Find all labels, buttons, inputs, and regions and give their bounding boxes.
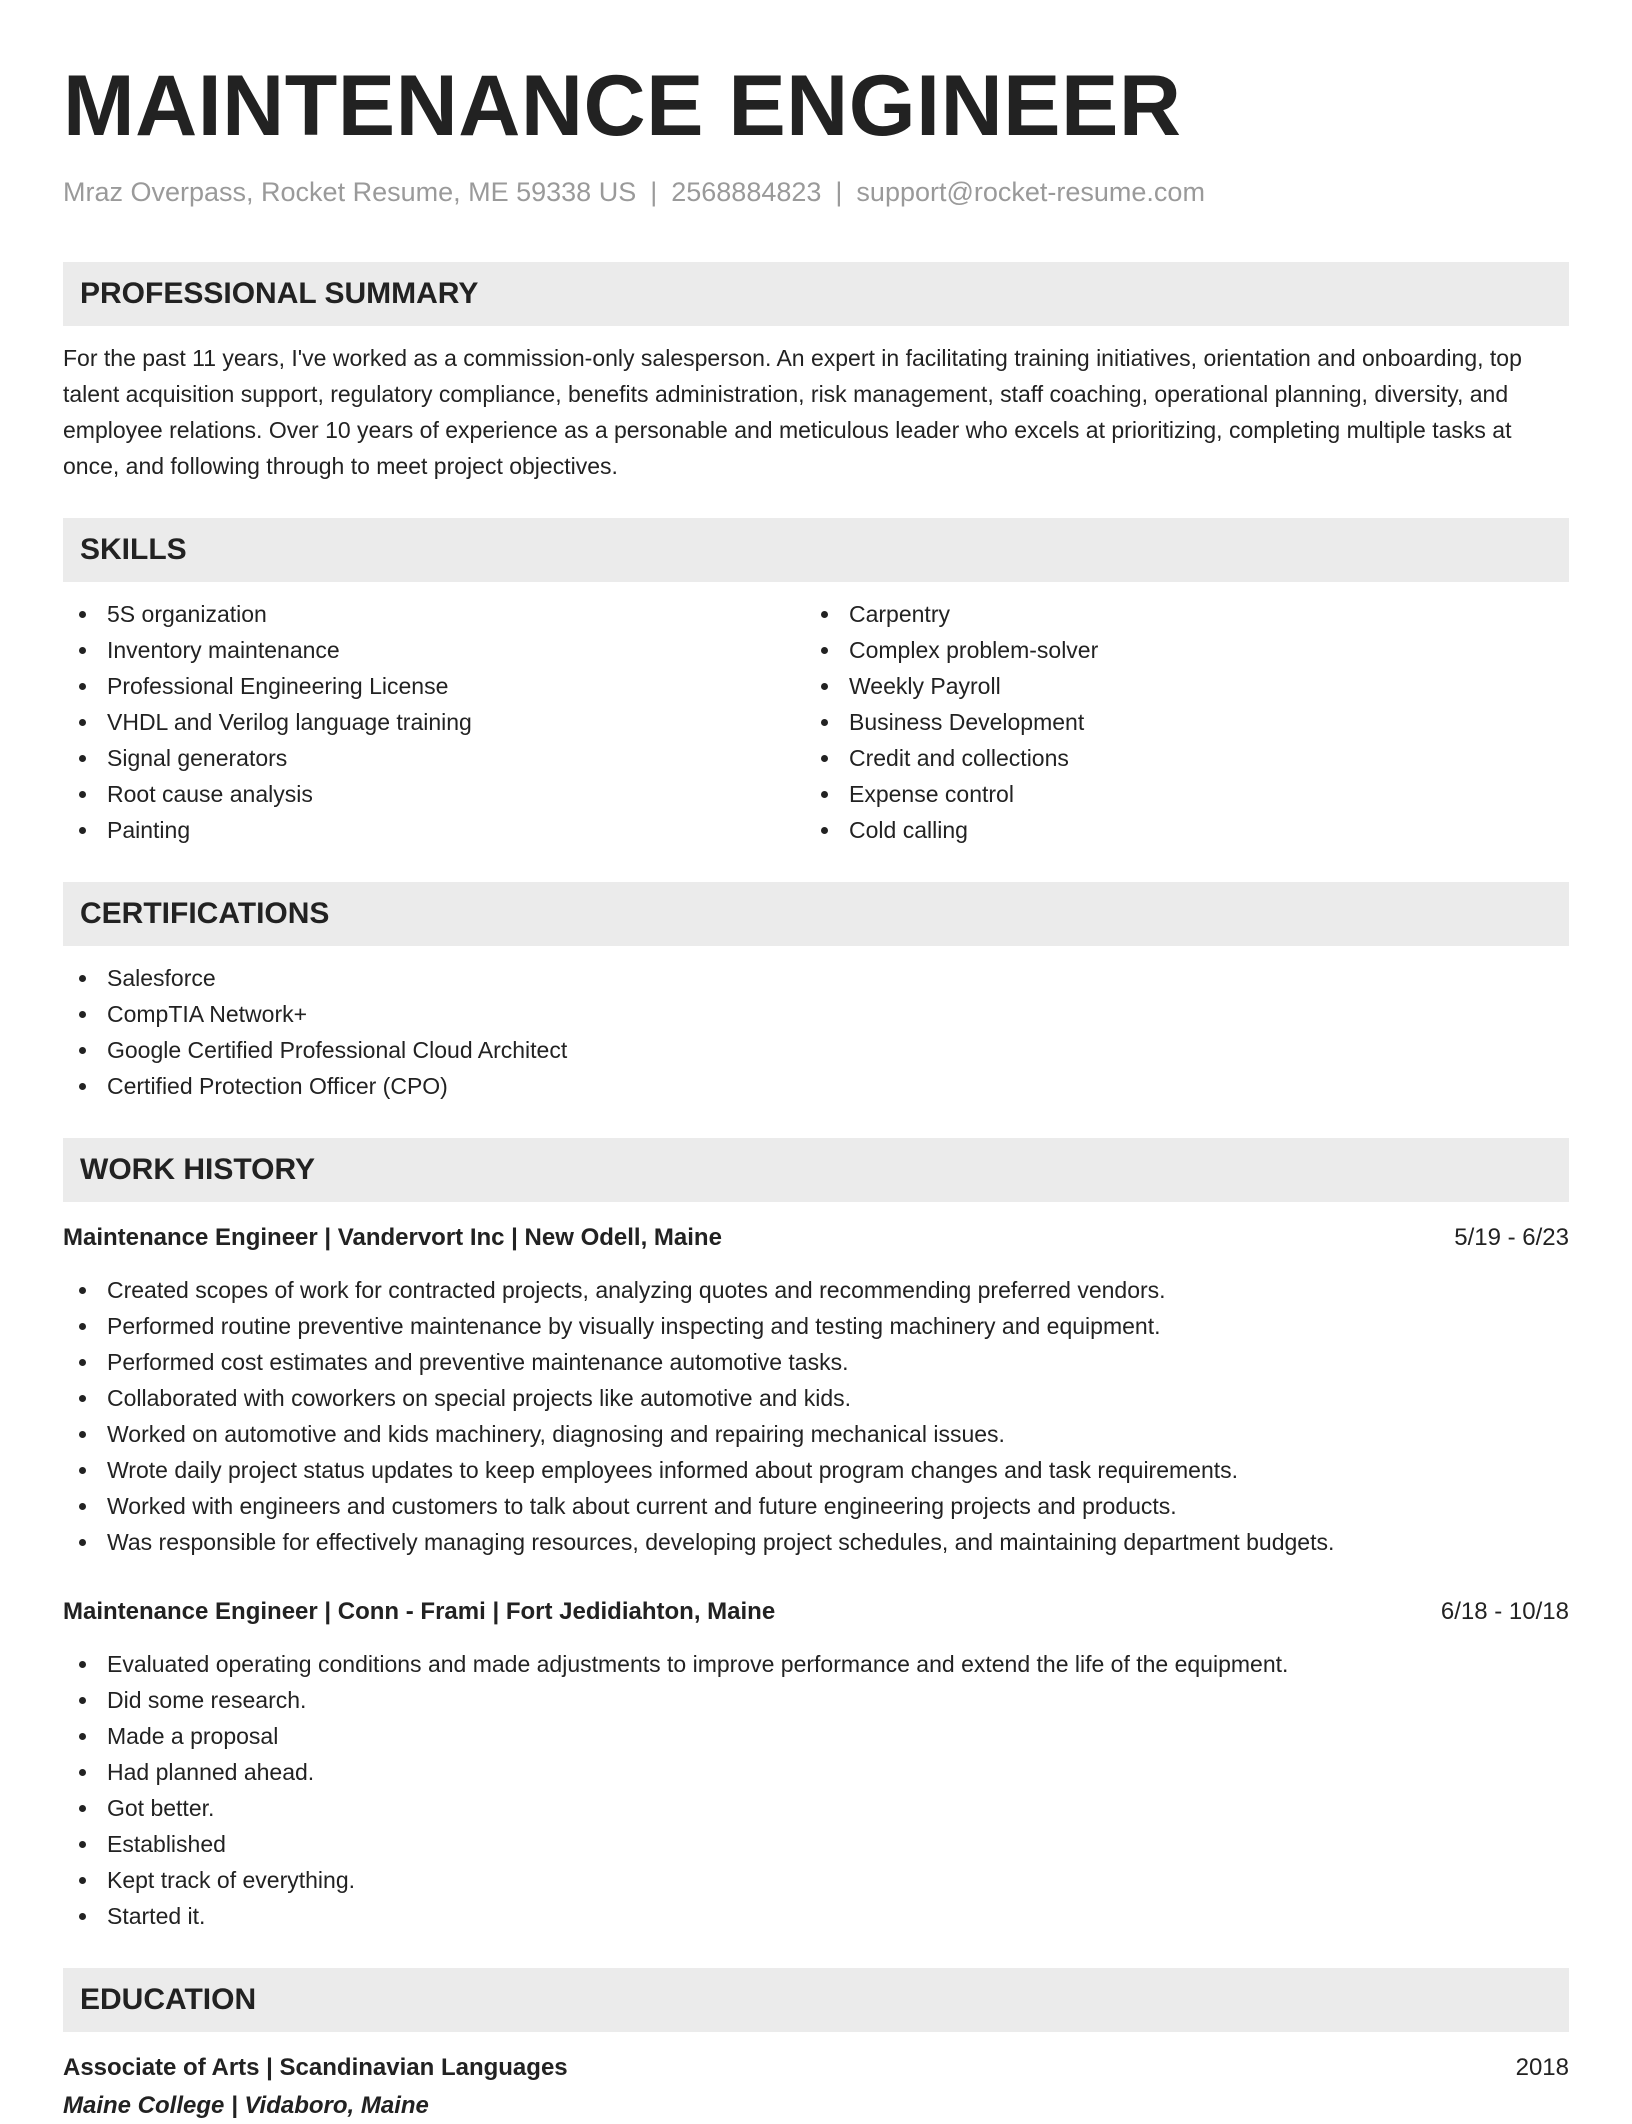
job-bullet: Established <box>63 1826 1569 1862</box>
job-bullet: Did some research. <box>63 1682 1569 1718</box>
skill-item: Cold calling <box>805 812 1547 848</box>
skill-item: Painting <box>63 812 805 848</box>
work-history-heading: WORK HISTORY <box>63 1138 1569 1202</box>
job-bullet: Worked with engineers and customers to talk about current and future engineering projects and products. <box>63 1488 1569 1524</box>
job-title: Maintenance Engineer | Conn - Frami | Fort Jedidiahton, Maine <box>63 1598 776 1625</box>
contact-line <box>63 174 1569 210</box>
skill-item: Signal generators <box>63 740 805 776</box>
skill-item: Professional Engineering License <box>63 668 805 704</box>
job-bullet: Created scopes of work for contracted projects, analyzing quotes and recommending preferred vendors. <box>63 1272 1569 1308</box>
contact-separator: | <box>835 177 843 207</box>
job-bullet: Had planned ahead. <box>63 1754 1569 1790</box>
job-bullet: Collaborated with coworkers on special projects like automotive and kids. <box>63 1380 1569 1416</box>
skill-item: Complex problem-solver <box>805 632 1547 668</box>
job-dates: 6/18 - 10/18 <box>1440 1598 1569 1625</box>
job-bullet: Performed routine preventive maintenance by visually inspecting and testing machinery and equipment. <box>63 1308 1569 1344</box>
job-bullet: Wrote daily project status updates to keep employees informed about program changes and task requirements. <box>63 1452 1569 1488</box>
certification-item: CompTIA Network+ <box>63 996 1569 1032</box>
job-bullet: Performed cost estimates and preventive maintenance automotive tasks. <box>63 1344 1569 1380</box>
skill-item: Expense control <box>805 776 1547 812</box>
job-bullet: Kept track of everything. <box>63 1862 1569 1898</box>
skill-item: Carpentry <box>805 596 1547 632</box>
job-bullets <box>63 1646 1569 1934</box>
job-bullet: Worked on automotive and kids machinery, diagnosing and repairing mechanical issues. <box>63 1416 1569 1452</box>
contact-phone: 2568884823 <box>671 177 822 207</box>
education-year: 2018 <box>1515 2054 1569 2081</box>
education-heading: EDUCATION <box>63 1968 1569 2032</box>
job-bullet: Was responsible for effectively managing resources, developing project schedules, and maintaining department budgets. <box>63 1524 1569 1560</box>
skill-item: 5S organization <box>63 596 805 632</box>
certifications-heading: CERTIFICATIONS <box>63 882 1569 946</box>
skill-item: VHDL and Verilog language training <box>63 704 805 740</box>
skills-list-right <box>805 596 1547 848</box>
job-bullet: Made a proposal <box>63 1718 1569 1754</box>
skill-item: Inventory maintenance <box>63 632 805 668</box>
job-bullet: Got better. <box>63 1790 1569 1826</box>
job-dates: 5/19 - 6/23 <box>1454 1224 1569 1251</box>
skills-grid <box>63 596 1569 848</box>
job-header <box>63 1220 1569 1256</box>
summary-text: For the past 11 years, I've worked as a commission-only salesperson. An expert in facilitating training initiatives, orientation and onboarding, top talent acquisition support, regulatory compliance, benefits administration, risk management, staff coaching, operational planning, diversity, and employee relations. Over 10 years of experience as a personable and meticulous leader who excels at prioritizing, completing multiple tasks at once, and following through to meet project objectives. <box>63 345 1522 479</box>
education-degree: Associate of Arts | Scandinavian Languages <box>63 2054 568 2081</box>
job-bullets <box>63 1272 1569 1560</box>
certification-item: Salesforce <box>63 960 1569 996</box>
skill-item: Root cause analysis <box>63 776 805 812</box>
skill-item: Credit and collections <box>805 740 1547 776</box>
resume-name: MAINTENANCE ENGINEER <box>63 58 1182 154</box>
job-bullet: Started it. <box>63 1898 1569 1934</box>
contact-address: Mraz Overpass, Rocket Resume, ME 59338 US <box>63 177 637 207</box>
summary-heading: PROFESSIONAL SUMMARY <box>63 262 1569 326</box>
certifications-list <box>63 960 1569 1104</box>
job-header <box>63 1594 1569 1630</box>
contact-separator: | <box>650 177 658 207</box>
certification-item: Certified Protection Officer (CPO) <box>63 1068 1569 1104</box>
contact-email: support@rocket-resume.com <box>856 177 1205 207</box>
certification-item: Google Certified Professional Cloud Architect <box>63 1032 1569 1068</box>
skills-heading: SKILLS <box>63 518 1569 582</box>
skill-item: Business Development <box>805 704 1547 740</box>
education-header <box>63 2050 1569 2086</box>
skill-item: Weekly Payroll <box>805 668 1547 704</box>
job-bullet: Evaluated operating conditions and made adjustments to improve performance and extend the life of the equipment. <box>63 1646 1569 1682</box>
skills-list-left <box>63 596 805 848</box>
job-title: Maintenance Engineer | Vandervort Inc | New Odell, Maine <box>63 1224 722 1251</box>
education-school: Maine College | Vidaboro, Maine <box>63 2092 429 2119</box>
